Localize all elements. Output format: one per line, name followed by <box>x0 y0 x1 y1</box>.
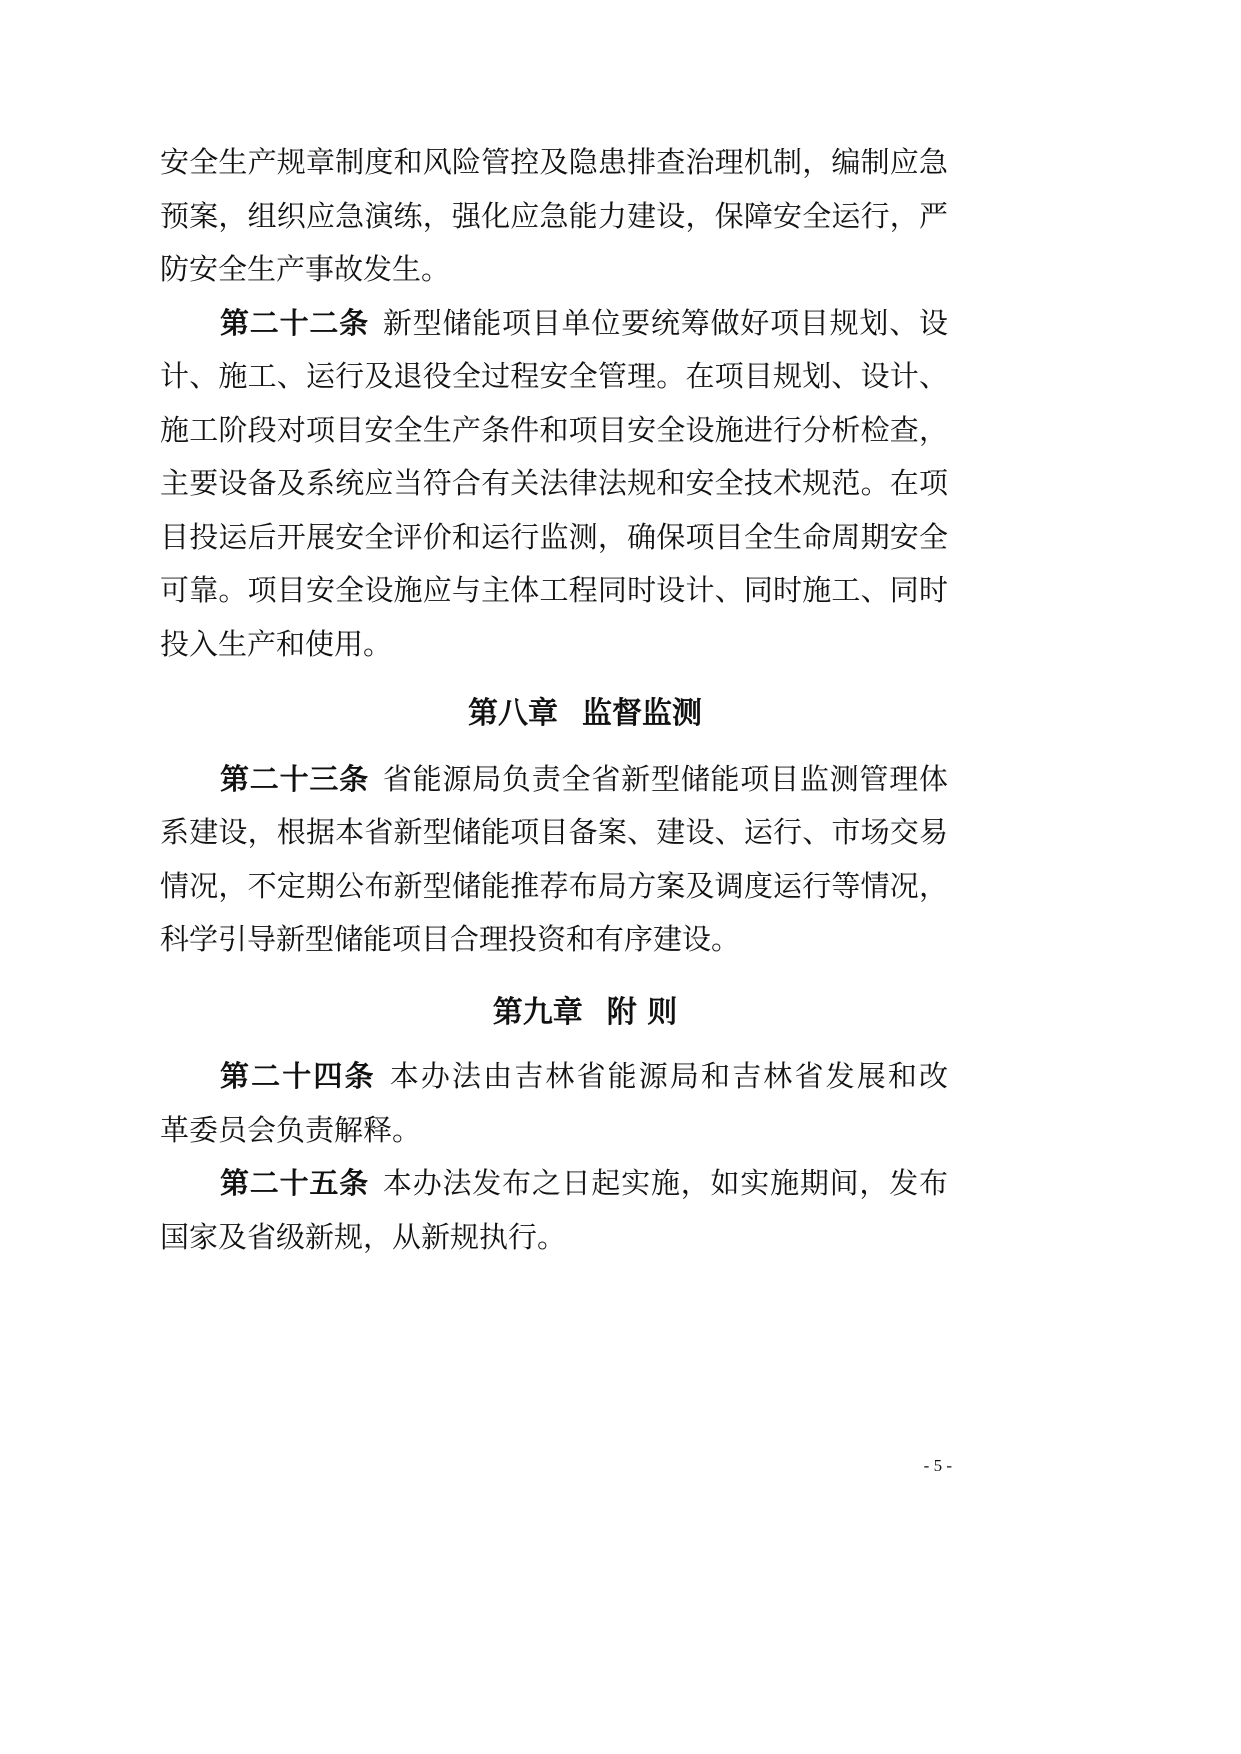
body-line <box>160 297 948 351</box>
article-22-paragraph <box>160 297 948 672</box>
body-line: 革委员会负责解释。 <box>160 1112 422 1147</box>
document-body <box>160 136 948 1264</box>
chapter-number: 第八章 <box>468 696 558 731</box>
article-label: 第二十五条 <box>220 1166 369 1200</box>
body-line <box>160 1050 948 1104</box>
chapter-title: 监督监测 <box>582 696 702 731</box>
article-text: 新型储能项目单位要统筹做好项目规划、设 <box>382 305 948 340</box>
body-line: 施工阶段对项目安全生产条件和项目安全设施进行分析检查， <box>160 412 948 447</box>
body-line: 国家及省级新规，从新规执行。 <box>160 1219 567 1254</box>
article-23-paragraph <box>160 753 948 967</box>
page-number: - 5 - <box>923 1456 952 1475</box>
article-text: 省能源局负责全省新型储能项目监测管理体 <box>382 761 948 796</box>
article-25-paragraph <box>160 1157 948 1264</box>
body-line: 系建设，根据本省新型储能项目备案、建设、运行、市场交易 <box>160 815 948 849</box>
article-label: 第二十三条 <box>220 761 369 796</box>
article-24-paragraph <box>160 1050 948 1157</box>
chapter-number: 第九章 <box>492 994 583 1030</box>
article-label: 第二十二条 <box>220 305 369 340</box>
body-line <box>160 1157 948 1211</box>
continuation-paragraph <box>160 136 948 297</box>
chapter-heading <box>160 687 948 741</box>
body-line <box>160 753 948 807</box>
body-line: 情况，不定期公布新型储能推荐布局方案及调度运行等情况， <box>160 868 948 903</box>
body-line: 主要设备及系统应当符合有关法律法规和安全技术规范。在项 <box>160 466 948 500</box>
article-text: 本办法由吉林省能源局和吉林省发展和改 <box>389 1059 948 1093</box>
body-line: 预案，组织应急演练，强化应急能力建设，保障安全运行，严 <box>160 198 948 233</box>
body-line: 防安全生产事故发生。 <box>160 252 451 286</box>
body-line: 科学引导新型储能项目合理投资和有序建设。 <box>160 922 741 956</box>
body-line: 目投运后开展安全评价和运行监测，确保项目全生命周期安全 <box>160 519 948 554</box>
body-line: 安全生产规章制度和风险管控及隐患排查治理机制，编制应急 <box>160 145 948 179</box>
body-line: 投入生产和使用。 <box>160 626 393 661</box>
body-line: 可靠。项目安全设施应与主体工程同时设计、同时施工、同时 <box>160 573 948 607</box>
article-label: 第二十四条 <box>220 1059 376 1093</box>
chapter-title: 附 则 <box>606 994 678 1030</box>
chapter-heading <box>160 986 948 1040</box>
body-line: 计、施工、运行及退役全过程安全管理。在项目规划、设计、 <box>160 359 948 393</box>
article-text: 本办法发布之日起实施，如实施期间，发布 <box>382 1166 948 1200</box>
